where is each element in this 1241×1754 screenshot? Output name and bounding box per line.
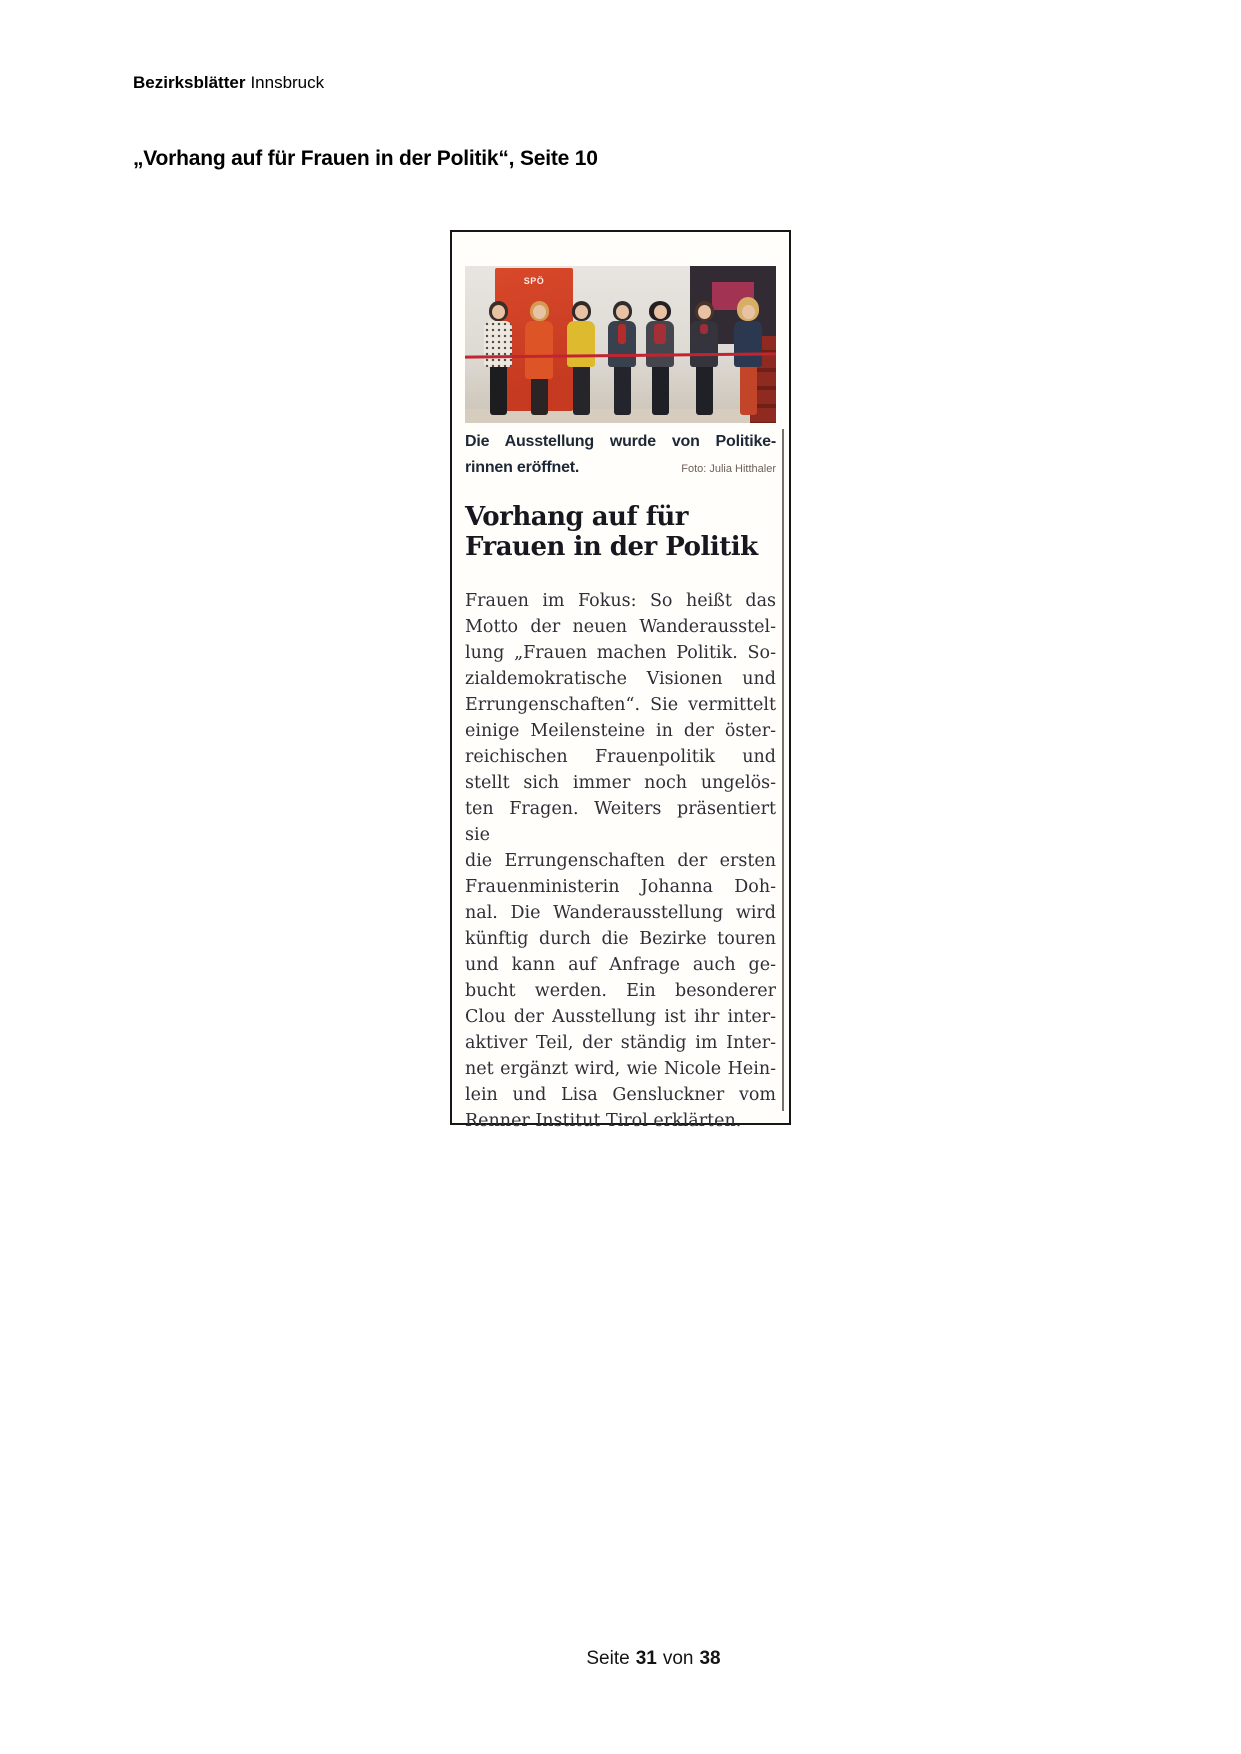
clipping-title: „Vorhang auf für Frauen in der Politik“, Seite 10 [133,147,598,170]
photo-caption [465,429,776,482]
article-body-line: Renner Institut Tirol erklärten. [465,1111,742,1131]
column-rule [782,429,784,1111]
photo-person-4 [605,301,639,415]
photo-person-5 [643,301,677,415]
article-body-line: zialdemokratische Visionen und [465,669,776,689]
article-body [465,588,776,1134]
caption-line-1: Die Ausstellung wurde von Politike- [465,433,776,450]
article-body-line: einige Meilensteine in der öster- [465,721,776,741]
photo-person-2 [522,301,556,415]
article-body-line: und kann auf Anfrage auch ge- [465,955,776,975]
article-body-line: net ergänzt wird, wie Nicole Hein- [465,1059,776,1079]
article-body-line: aktiver Teil, der ständig im Inter- [465,1033,776,1053]
doc-header [133,72,324,94]
article-body-line: lein und Lisa Gensluckner vom [465,1085,776,1105]
article-body-line: stellt sich immer noch ungelös- [465,773,776,793]
article-body-line: Frauen im Fokus: So heißt das [465,591,776,611]
publication-name: Bezirksblätter [133,73,246,92]
headline-line-1: Vorhang auf für [465,502,688,532]
clipping-photo [465,266,776,423]
article-body-line: künftig durch die Bezirke touren [465,929,776,949]
news-clipping [450,230,791,1131]
article-body-line: lung „Frauen machen Politik. So- [465,643,776,663]
article-body-line: Motto der neuen Wanderausstel- [465,617,776,637]
photo-credit: Foto: Julia Hitthaler [681,463,776,475]
headline-line-2: Frauen in der Politik [465,532,758,562]
article-body-line: Frauenministerin Johanna Doh- [465,877,776,897]
article-body-line: bucht werden. Ein besonderer [465,981,776,1001]
caption-line-2: rinnen eröffnet. [465,459,580,476]
article-body-line: reichischen Frauenpolitik und [465,747,776,767]
page-footer [0,1648,1241,1670]
article-body-line: die Errungenschaften der ersten [465,851,776,871]
page-number-current: 31 [635,1648,657,1669]
photo-person-6 [687,301,721,415]
edition-name: Innsbruck [250,73,325,92]
photo-person-3 [564,301,598,415]
photo-person-7 [731,297,765,415]
page-number-total: 38 [699,1648,721,1669]
footer-label: Seite [586,1648,630,1669]
spo-banner-text: SPÖ [523,276,545,286]
article-body-line: nal. Die Wanderausstellung wird [465,903,776,923]
footer-separator: von [662,1648,694,1669]
article-body-line: ten Fragen. Weiters präsentiert sie [465,799,776,845]
article-headline [465,502,776,562]
article-body-line: Errungenschaften“. Sie vermittelt [465,695,776,715]
article-body-line: Clou der Ausstellung ist ihr inter- [465,1007,776,1027]
